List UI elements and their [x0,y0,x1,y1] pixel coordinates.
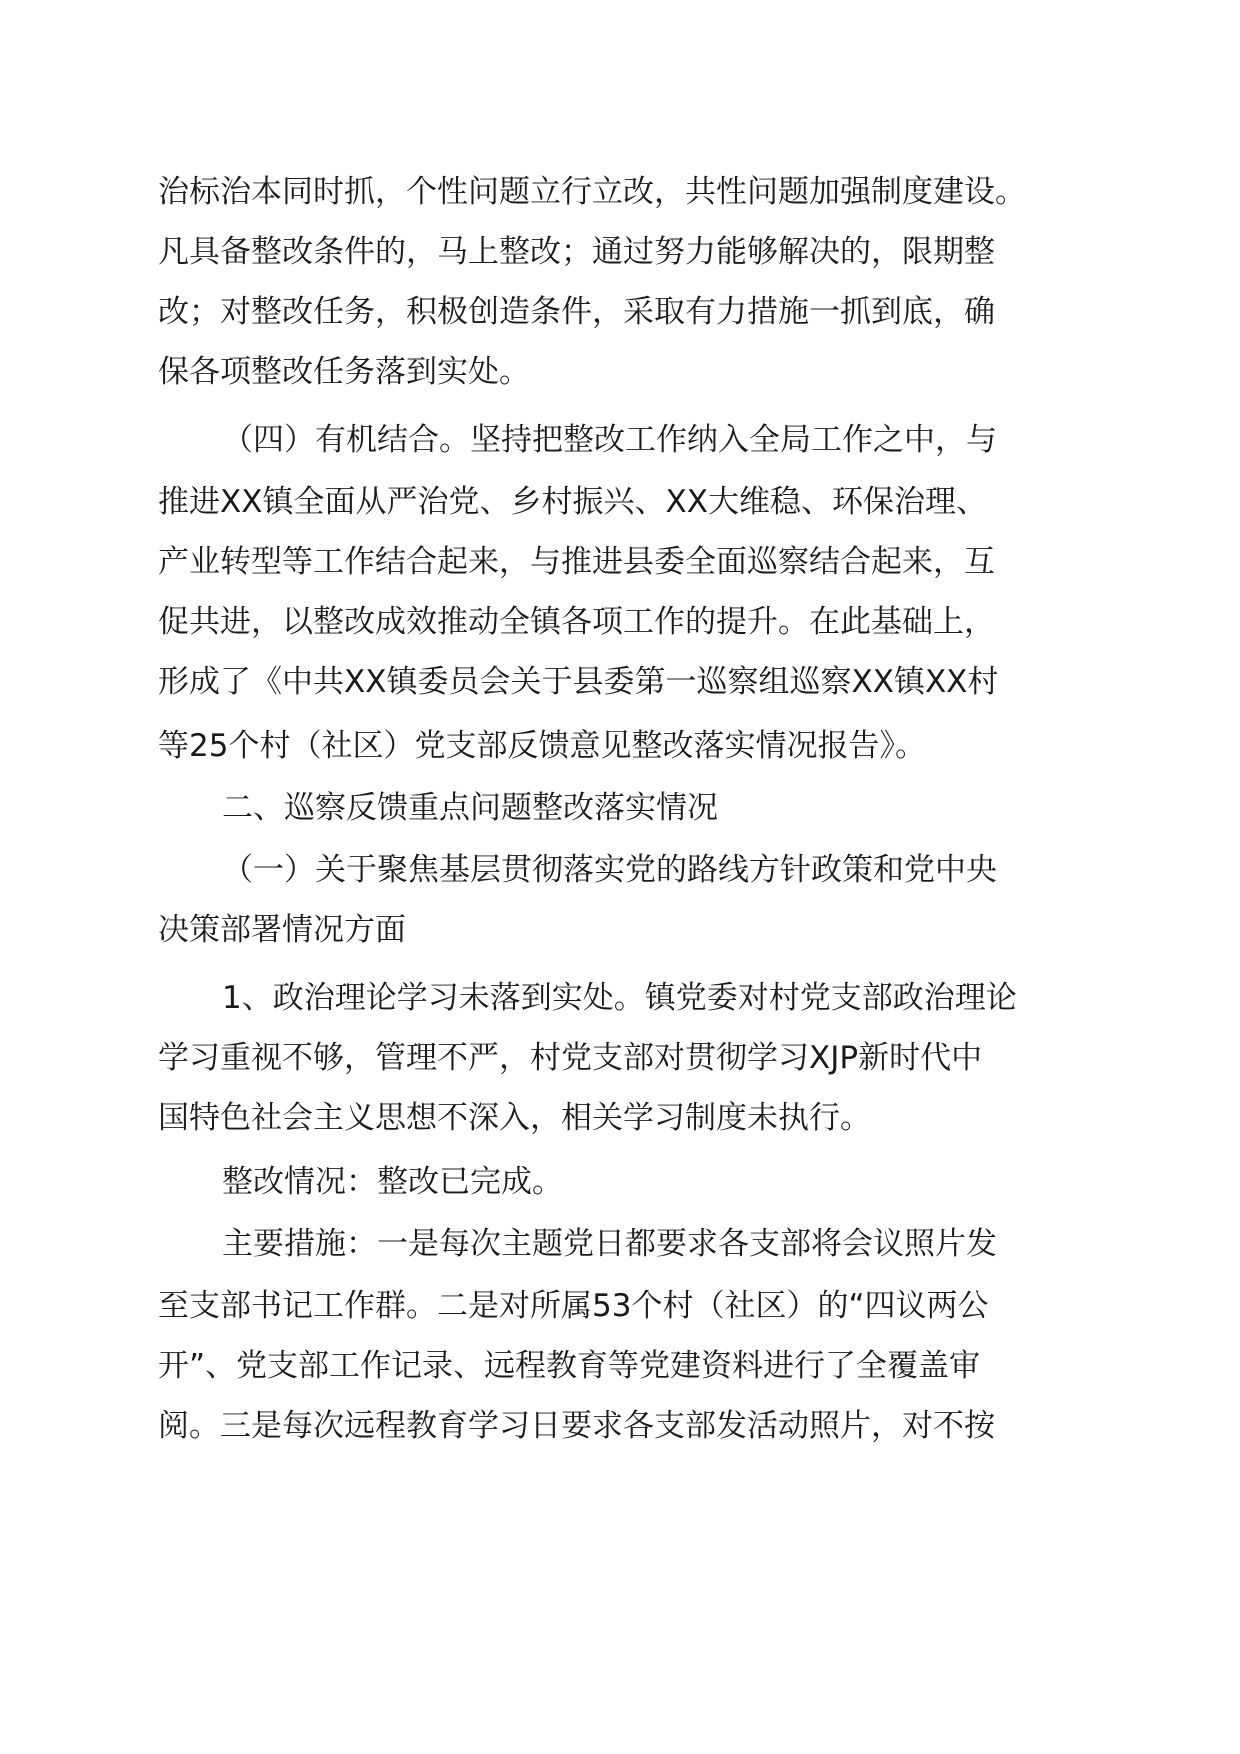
text-line: 产业转型等工作结合起来，与推进县委全面巡察结合起来，互 [158,544,995,580]
text-line: 国特色社会主义思想不深入，相关学习制度未执行。 [158,1100,871,1136]
text-line: 主要措施：一是每次主题党日都要求各支部将会议照片发 [222,1226,997,1262]
subsection-heading: 决策部署情况方面 [158,912,406,948]
text-line: 凡具备整改条件的，马上整改；通过努力能够解决的，限期整 [158,234,995,270]
text-line: 治标治本同时抓，个性问题立行立改，共性问题加强制度建设。 [158,174,1026,210]
text-line: 促共进，以整改成效推动全镇各项工作的提升。在此基础上， [158,604,995,640]
text-line: 形成了《中共XX镇委员会关于县委第一巡察组巡察XX镇XX村 [158,664,999,700]
text-line: 阅。三是每次远程教育学习日要求各支部发活动照片，对不按 [158,1408,995,1444]
text-line: 保各项整改任务落到实处。 [158,354,530,390]
section-heading: 二、巡察反馈重点问题整改落实情况 [222,790,718,826]
text-line: 推进XX镇全面从严治党、乡村振兴、XX大维稳、环保治理、 [158,484,987,520]
text-line: 开”、党支部工作记录、远程教育等党建资料进行了全覆盖审 [158,1348,981,1384]
text-line: 至支部书记工作群。二是对所属53个村（社区）的“四议两公 [158,1288,989,1324]
text-line: （四）有机结合。坚持把整改工作纳入全局工作之中，与 [222,422,997,458]
subsection-heading: （一）关于聚焦基层贯彻落实党的路线方针政策和党中央 [222,852,997,888]
text-line: 整改情况：整改已完成。 [222,1164,563,1200]
text-line: 改；对整改任务，积极创造条件，采取有力措施一抓到底，确 [158,294,995,330]
text-line: 1、政治理论学习未落到实处。镇党委对村党支部政治理论 [222,980,1017,1016]
text-line: 学习重视不够，管理不严，村党支部对贯彻学习XJP新时代中 [158,1040,983,1076]
text-line: 等25个村（社区）党支部反馈意见整改落实情况报告》。 [158,728,926,764]
